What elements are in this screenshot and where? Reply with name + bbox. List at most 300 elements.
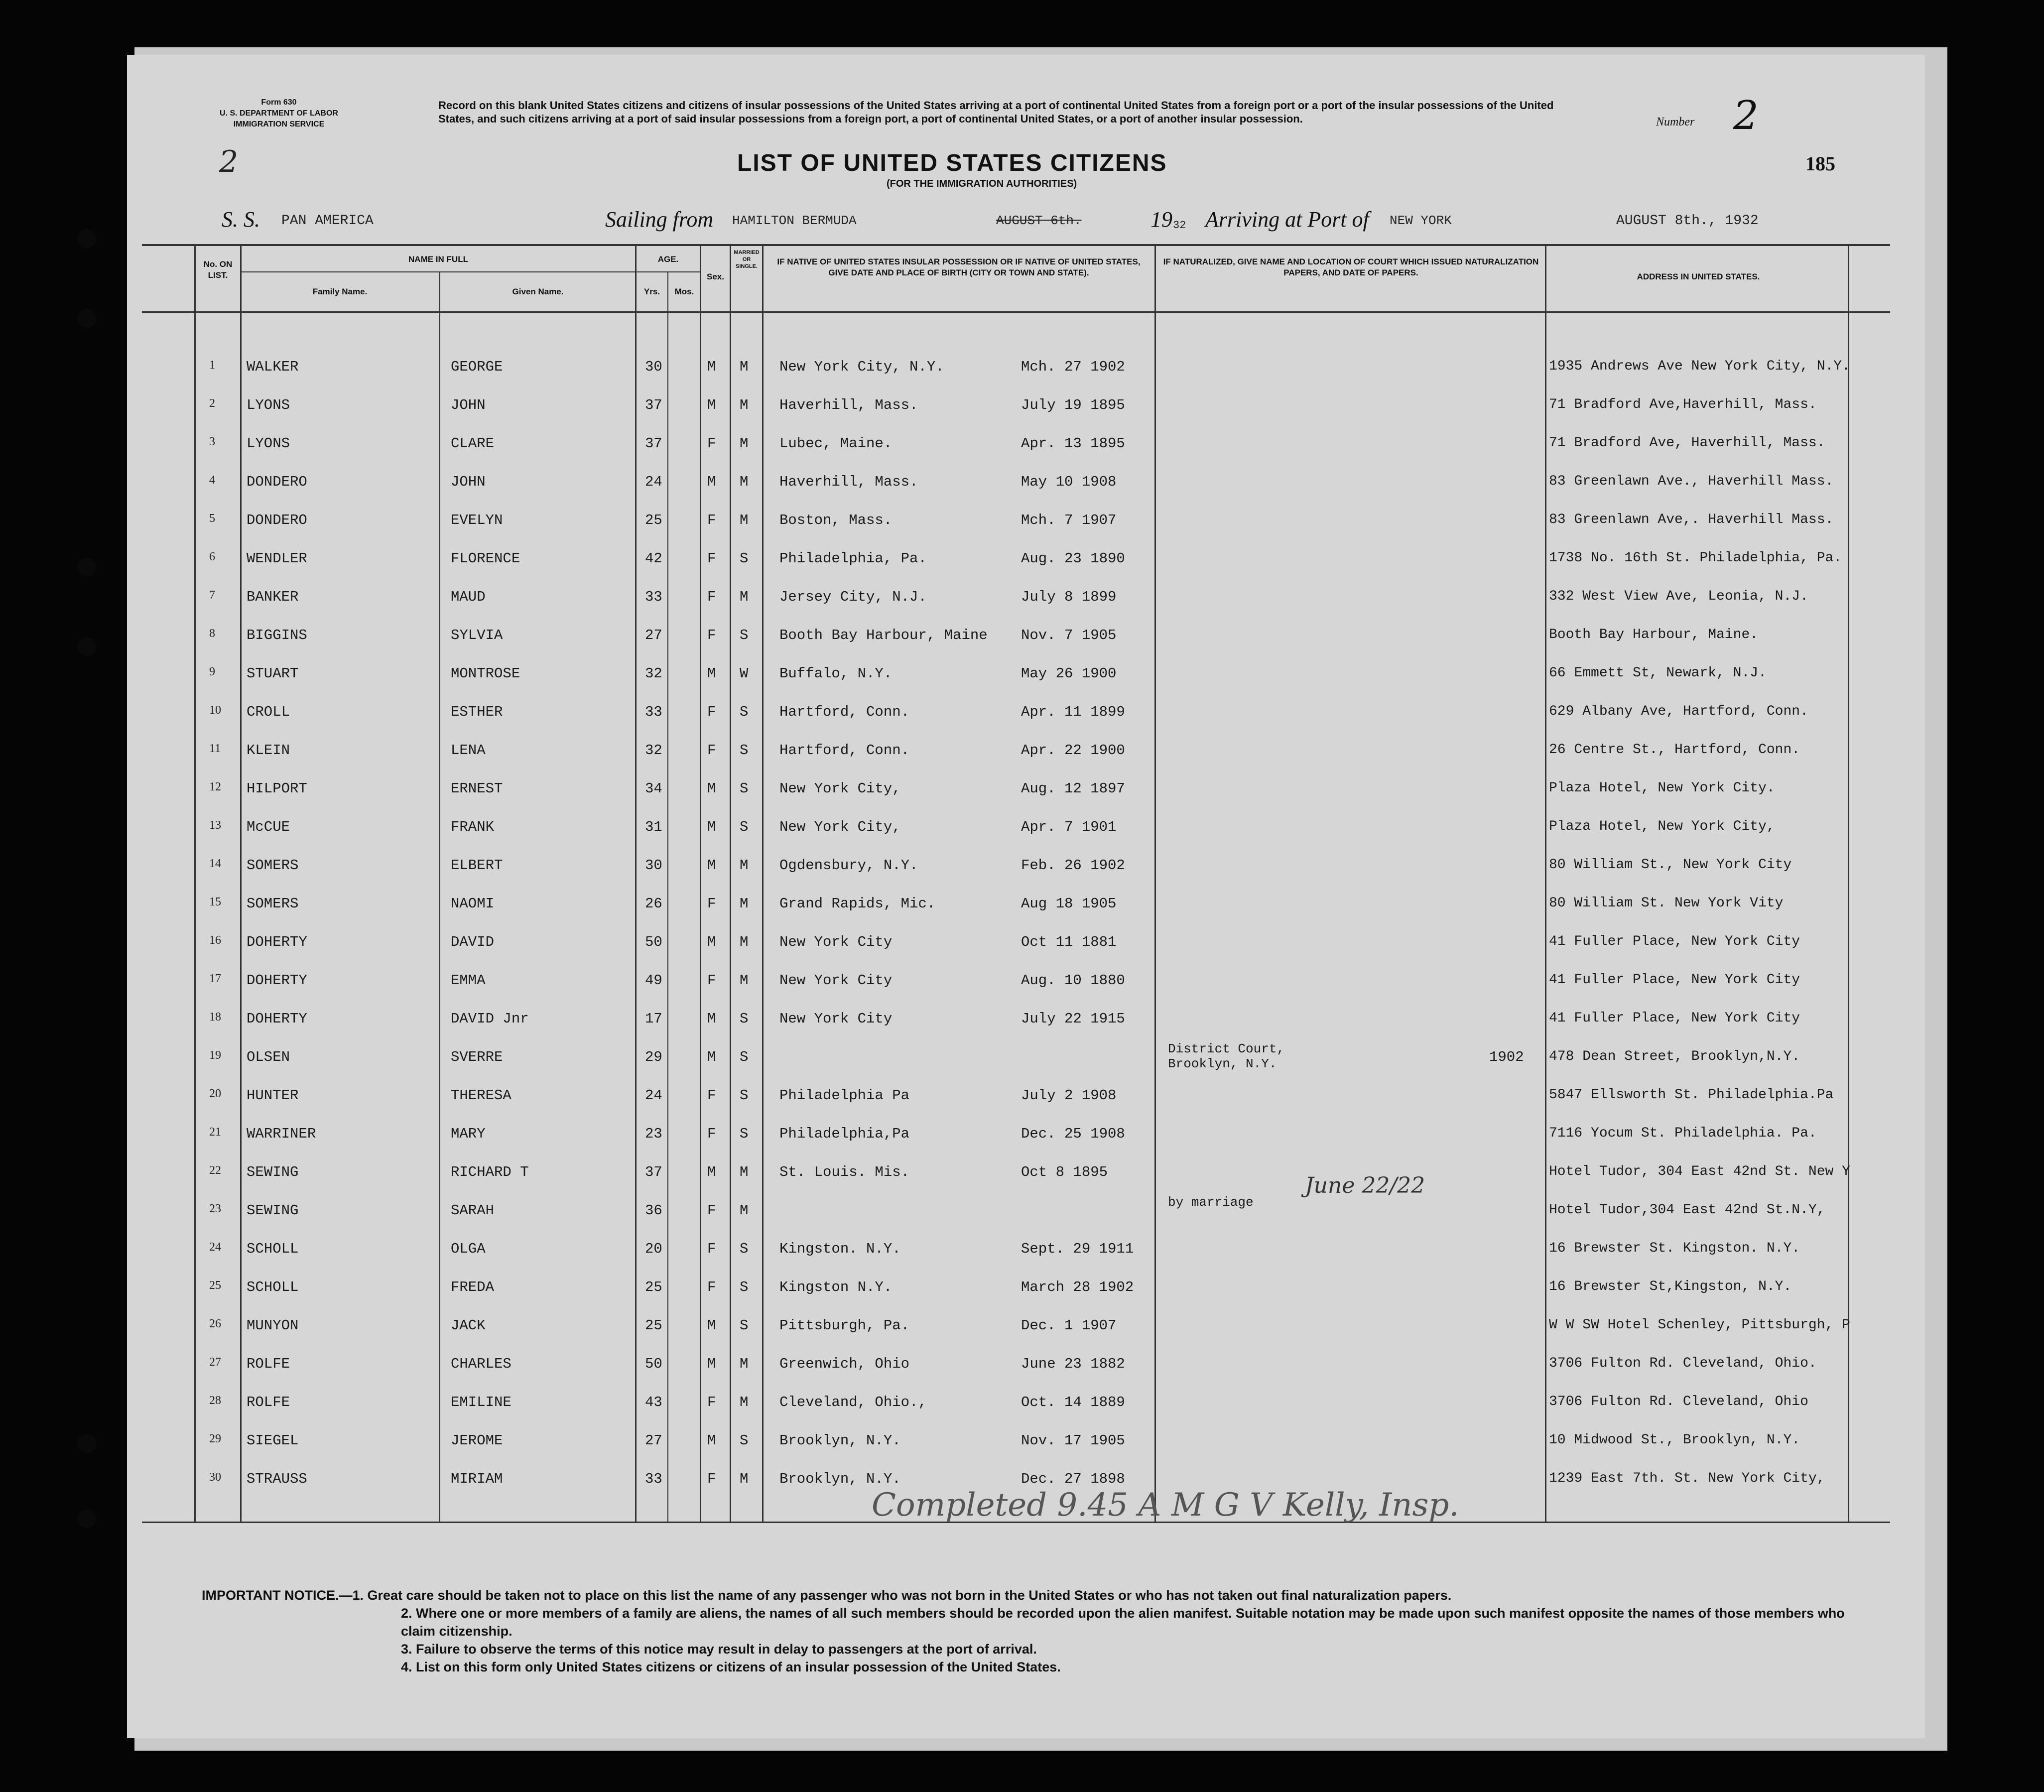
given-name: JOHN: [451, 397, 486, 413]
table-row: [0, 359, 2044, 379]
sex: M: [707, 1317, 716, 1334]
family-name: DONDERO: [247, 512, 307, 528]
table-row: [0, 704, 2044, 724]
table-row: [0, 512, 2044, 532]
birth-place: Buffalo, N.Y.: [779, 665, 893, 682]
header-mos: Mos.: [674, 287, 694, 296]
family-name: LYONS: [247, 435, 290, 452]
given-name: CLARE: [451, 435, 495, 452]
row-number: 12: [209, 780, 221, 793]
birth-place: Pittsburgh, Pa.: [779, 1317, 910, 1334]
notice-item: 1. Great care should be taken not to place on this list the name of any passenger who was not born in the United States or who has not taken out final naturalization papers.: [352, 1588, 1452, 1603]
from-date: AUGUST 6th.: [996, 213, 1082, 228]
birth-place: Grand Rapids, Mic.: [779, 896, 936, 912]
family-name: SCHOLL: [247, 1279, 299, 1295]
address: Hotel Tudor,304 East 42nd St.N.Y,: [1549, 1202, 1825, 1218]
family-name: SCHOLL: [247, 1241, 299, 1257]
row-number: 18: [209, 1011, 221, 1024]
birth-date: Oct 11 1881: [1021, 934, 1117, 950]
birth-date: Aug. 23 1890: [1021, 550, 1125, 567]
address: 16 Brewster St,Kingston, N.Y.: [1549, 1279, 1792, 1294]
birth-place: Jersey City, N.J.: [779, 589, 927, 605]
row-number: 4: [209, 474, 215, 487]
birth-place: Ogdensbury, N.Y.: [779, 857, 918, 874]
birth-date: Aug 18 1905: [1021, 896, 1117, 912]
family-name: ROLFE: [247, 1356, 290, 1372]
marital-status: S: [740, 1279, 749, 1295]
family-name: SEWING: [247, 1202, 299, 1219]
family-name: DOHERTY: [247, 934, 307, 950]
given-name: SVERRE: [451, 1049, 503, 1065]
sailing-label: Sailing from: [605, 207, 714, 232]
given-name: CHARLES: [451, 1356, 511, 1372]
address: 83 Greenlawn Ave,. Haverhill Mass.: [1549, 512, 1834, 527]
marital-status: M: [740, 359, 749, 375]
given-name: MAUD: [451, 589, 486, 605]
row-number: 22: [209, 1164, 221, 1177]
table-row: [0, 934, 2044, 954]
address: 3706 Fulton Rd. Cleveland, Ohio: [1549, 1394, 1808, 1409]
birth-place: Booth Bay Harbour, Maine: [779, 627, 988, 643]
address: 1738 No. 16th St. Philadelphia, Pa.: [1549, 550, 1842, 566]
marital-status: S: [740, 1011, 749, 1027]
table-row: [0, 1126, 2044, 1146]
address: Plaza Hotel, New York City.: [1549, 780, 1775, 796]
birth-place: Boston, Mass.: [779, 512, 893, 528]
notice-item: 3. Failure to observe the terms of this notice may result in delay to passengers at the port of arrival.: [401, 1642, 1037, 1657]
year-prefix: 19: [1150, 207, 1172, 232]
address: 629 Albany Ave, Hartford, Conn.: [1549, 704, 1808, 719]
given-name: MIRIAM: [451, 1471, 503, 1487]
address: 1239 East 7th. St. New York City,: [1549, 1471, 1825, 1486]
address: 3706 Fulton Rd. Cleveland, Ohio.: [1549, 1356, 1817, 1371]
birth-date: Oct. 14 1889: [1021, 1394, 1125, 1410]
marital-status: M: [740, 896, 749, 912]
birth-place: New York City,: [779, 819, 901, 835]
sex: F: [707, 1241, 716, 1257]
birth-date: Apr. 7 1901: [1021, 819, 1117, 835]
birth-place: Hartford, Conn.: [779, 704, 910, 720]
form-id: [179, 97, 379, 130]
header-bottom-rule: [142, 311, 1890, 313]
handwritten-mark: 2: [219, 144, 239, 179]
marital-status: M: [740, 1356, 749, 1372]
page-title: LIST OF UNITED STATES CITIZENS: [737, 150, 1167, 176]
birth-date: March 28 1902: [1021, 1279, 1134, 1295]
family-name: OLSEN: [247, 1049, 290, 1065]
birth-date: Aug. 12 1897: [1021, 780, 1125, 797]
sex: F: [707, 512, 716, 528]
sex: M: [707, 1356, 716, 1372]
table-row: [0, 627, 2044, 647]
marital-status: S: [740, 1049, 749, 1065]
notice-item: 4. List on this form only United States citizens or citizens of an insular possession of the United States.: [401, 1660, 1061, 1674]
birth-date: Mch. 7 1907: [1021, 512, 1117, 528]
birth-date: Nov. 7 1905: [1021, 627, 1117, 643]
row-number: 28: [209, 1394, 221, 1407]
address: 16 Brewster St. Kingston. N.Y.: [1549, 1241, 1800, 1256]
sex: M: [707, 474, 716, 490]
marital-status: S: [740, 1241, 749, 1257]
birth-place: St. Louis. Mis.: [779, 1164, 910, 1180]
row-number: 21: [209, 1126, 221, 1139]
notice-heading: IMPORTANT NOTICE.: [202, 1588, 339, 1603]
marital-status: M: [740, 435, 749, 452]
sex: M: [707, 1011, 716, 1027]
given-name: JOHN: [451, 474, 486, 490]
page-subtitle: (FOR THE IMMIGRATION AUTHORITIES): [887, 178, 1077, 189]
table-row: [0, 742, 2044, 762]
family-name: SOMERS: [247, 857, 299, 874]
family-name: STUART: [247, 665, 299, 682]
marital-status: M: [740, 589, 749, 605]
sex: M: [707, 397, 716, 413]
birth-place: Cleveland, Ohio.,: [779, 1394, 927, 1410]
age-years: 32: [645, 665, 662, 682]
family-name: HUNTER: [247, 1087, 299, 1104]
marital-status: M: [740, 512, 749, 528]
marital-status: M: [740, 857, 749, 874]
address: 5847 Ellsworth St. Philadelphia.Pa: [1549, 1087, 1834, 1103]
row-number: 1: [209, 359, 215, 372]
address: 66 Emmett St, Newark, N.J.: [1549, 665, 1767, 681]
sex: F: [707, 435, 716, 452]
given-name: FLORENCE: [451, 550, 520, 567]
age-years: 23: [645, 1126, 662, 1142]
sex: F: [707, 1202, 716, 1219]
birth-place: Lubec, Maine.: [779, 435, 893, 452]
given-name: MARY: [451, 1126, 486, 1142]
marital-status: M: [740, 474, 749, 490]
punch-hole: [77, 309, 96, 328]
row-number: 25: [209, 1279, 221, 1292]
age-years: 33: [645, 704, 662, 720]
row-number: 6: [209, 550, 215, 563]
sex: F: [707, 589, 716, 605]
birth-date: Apr. 13 1895: [1021, 435, 1125, 452]
birth-place: Brooklyn, N.Y.: [779, 1432, 901, 1449]
marital-status: M: [740, 1394, 749, 1410]
given-name: ELBERT: [451, 857, 503, 874]
given-name: ESTHER: [451, 704, 503, 720]
birth-place: Greenwich, Ohio: [779, 1356, 910, 1372]
birth-place: Kingston N.Y.: [779, 1279, 893, 1295]
table-row: [0, 1011, 2044, 1030]
age-years: 42: [645, 550, 662, 567]
address: Plaza Hotel, New York City,: [1549, 819, 1775, 834]
marital-status: S: [740, 819, 749, 835]
row-number: 20: [209, 1087, 221, 1100]
header-married-single: MARRIED OR SINGLE.: [734, 250, 760, 269]
punch-hole: [77, 1509, 96, 1528]
birth-date: Nov. 17 1905: [1021, 1432, 1125, 1449]
marital-status: S: [740, 780, 749, 797]
sex: M: [707, 1432, 716, 1449]
service: IMMIGRATION SERVICE: [233, 120, 325, 128]
age-years: 49: [645, 972, 662, 989]
age-years: 37: [645, 397, 662, 413]
family-name: STRAUSS: [247, 1471, 307, 1487]
row-number: 3: [209, 435, 215, 448]
age-years: 27: [645, 627, 662, 643]
to-port: NEW YORK: [1390, 213, 1452, 228]
naturalization: District Court, Brooklyn, N.Y.: [1168, 1041, 1285, 1071]
family-name: DOHERTY: [247, 1011, 307, 1027]
family-name: WALKER: [247, 359, 299, 375]
table-row: [0, 435, 2044, 455]
given-name: MONTROSE: [451, 665, 520, 682]
table-row: [0, 550, 2044, 570]
family-name: ROLFE: [247, 1394, 290, 1410]
family-name: HILPORT: [247, 780, 307, 797]
address: 332 West View Ave, Leonia, N.J.: [1549, 589, 1808, 604]
age-years: 37: [645, 1164, 662, 1180]
header-naturalized: IF NATURALIZED, GIVE NAME AND LOCATION OF COURT WHICH ISSUED NATURALIZATION PAPERS, AND DATE OF PAPERS.: [1163, 257, 1539, 277]
sex: M: [707, 780, 716, 797]
table-row: [0, 1041, 2044, 1071]
marital-status: M: [740, 972, 749, 989]
row-number: 14: [209, 857, 221, 870]
naturalization-year: 1902: [1489, 1049, 1524, 1065]
family-name: WENDLER: [247, 550, 307, 567]
given-name: JEROME: [451, 1432, 503, 1449]
address: 83 Greenlawn Ave., Haverhill Mass.: [1549, 474, 1834, 489]
birth-place: Haverhill, Mass.: [779, 474, 918, 490]
address: 80 William St., New York City: [1549, 857, 1792, 873]
marital-status: M: [740, 1471, 749, 1487]
address: W W SW Hotel Schenley, Pittsburgh, P: [1549, 1317, 1850, 1333]
age-years: 34: [645, 780, 662, 797]
address: 1935 Andrews Ave New York City, N.Y.: [1549, 359, 1850, 374]
age-years: 24: [645, 1087, 662, 1104]
sex: F: [707, 742, 716, 759]
address: 26 Centre St., Hartford, Conn.: [1549, 742, 1800, 758]
birth-place: Philadelphia,Pa: [779, 1126, 910, 1142]
table-row: [0, 1195, 2044, 1222]
age-years: 17: [645, 1011, 662, 1027]
given-name: ERNEST: [451, 780, 503, 797]
family-name: MUNYON: [247, 1317, 299, 1334]
family-name: SOMERS: [247, 896, 299, 912]
marital-status: S: [740, 1087, 749, 1104]
birth-place: Brooklyn, N.Y.: [779, 1471, 901, 1487]
year-suffix: 32: [1173, 219, 1186, 232]
punch-hole: [77, 229, 96, 248]
age-years: 36: [645, 1202, 662, 1219]
address: 41 Fuller Place, New York City: [1549, 972, 1800, 988]
age-years: 50: [645, 1356, 662, 1372]
header-birth: IF NATIVE OF UNITED STATES INSULAR POSSESSION OR IF NATIVE OF UNITED STATES, GIVE DATE AND PLACE OF BIRTH (CITY OR TOWN AND STATE).: [777, 257, 1141, 277]
given-name: EMMA: [451, 972, 486, 989]
sex: M: [707, 359, 716, 375]
sex: M: [707, 857, 716, 874]
record-note: Record on this blank United States citizens and citizens of insular possessions of the United States arriving at a port of continental United States from a foreign port or a port of the insular possessions of the United States, and such citizens arriving at a port of said insular possessions from a foreign port, a port of continental United States, or a port of another insular possession.: [438, 99, 1554, 125]
given-name: THERESA: [451, 1087, 511, 1104]
given-name: DAVID Jnr: [451, 1011, 529, 1027]
family-name: CROLL: [247, 704, 290, 720]
sex: M: [707, 665, 716, 682]
marital-status: S: [740, 1432, 749, 1449]
sex: F: [707, 972, 716, 989]
address: Hotel Tudor, 304 East 42nd St. New Y: [1549, 1164, 1850, 1179]
marital-status: M: [740, 934, 749, 950]
address: 71 Bradford Ave, Haverhill, Mass.: [1549, 435, 1825, 451]
given-name: SYLVIA: [451, 627, 503, 643]
table-row: [0, 474, 2044, 494]
age-years: 31: [645, 819, 662, 835]
arrival-date: AUGUST 8th., 1932: [1616, 213, 1759, 229]
arriving-label: Arriving at Port of: [1205, 207, 1369, 232]
header-sex: Sex.: [707, 272, 724, 281]
row-number: 16: [209, 934, 221, 947]
age-years: 25: [645, 512, 662, 528]
birth-date: Aug. 10 1880: [1021, 972, 1125, 989]
birth-date: Apr. 22 1900: [1021, 742, 1125, 759]
family-name: BIGGINS: [247, 627, 307, 643]
address: Booth Bay Harbour, Maine.: [1549, 627, 1759, 642]
birth-place: New York City,: [779, 780, 901, 797]
marital-status: S: [740, 627, 749, 643]
birth-date: Apr. 11 1899: [1021, 704, 1125, 720]
notice-item: 2. Where one or more members of a family are aliens, the names of all such members should be recorded upon the alien manifest. Suitable notation may be made upon such manifest opposite the names of those members who claim citizenship.: [401, 1606, 1845, 1639]
header-name-in-full: NAME IN FULL: [408, 255, 468, 264]
birth-date: Dec. 25 1908: [1021, 1126, 1125, 1142]
address: 41 Fuller Place, New York City: [1549, 934, 1800, 949]
important-notice: IMPORTANT NOTICE.—1. Great care should be taken not to place on this list the name of any passenger who was not born in the United States or who has not taken out final naturalization papers. 2. Where one or more members of a family are aliens, the names of all such members should be recorded upon the alien manifest. Suitable notation may be made upon such manifest opposite the names of those members who claim citizenship. 3. Failure to observe the terms of this notice may result in delay to passengers at the port of arrival. 4. List on this form only United States citizens or citizens of an insular possession of the United States.: [202, 1586, 1845, 1676]
sex: M: [707, 934, 716, 950]
age-years: 26: [645, 896, 662, 912]
row-number: 23: [209, 1202, 221, 1215]
birth-place: Philadelphia Pa: [779, 1087, 910, 1104]
given-name: RICHARD T: [451, 1164, 529, 1180]
row-number: 30: [209, 1471, 221, 1484]
row-number: 17: [209, 972, 221, 985]
sex: F: [707, 1394, 716, 1410]
row-number: 13: [209, 819, 221, 832]
family-name: WARRINER: [247, 1126, 316, 1142]
table-row: [0, 1087, 2044, 1107]
birth-place: New York City: [779, 934, 893, 950]
birth-date: May 10 1908: [1021, 474, 1117, 490]
family-name: KLEIN: [247, 742, 290, 759]
given-name: DAVID: [451, 934, 495, 950]
age-subrule: [635, 271, 701, 272]
row-number: 27: [209, 1356, 221, 1369]
page-number: 185: [1805, 152, 1835, 175]
naturalization: by marriage: [1168, 1195, 1254, 1210]
row-number: 29: [209, 1432, 221, 1445]
department: U. S. DEPARTMENT OF LABOR: [220, 109, 338, 118]
table-row: [0, 1241, 2044, 1261]
birth-date: July 19 1895: [1021, 397, 1125, 413]
from-port: HAMILTON BERMUDA: [732, 213, 857, 228]
birth-date: July 22 1915: [1021, 1011, 1125, 1027]
age-years: 30: [645, 359, 662, 375]
given-name: FREDA: [451, 1279, 495, 1295]
marital-status: W: [740, 665, 749, 682]
form-number: Form 630: [261, 98, 297, 107]
age-years: 32: [645, 742, 662, 759]
table-row: [0, 1164, 2044, 1184]
age-years: 37: [645, 435, 662, 452]
row-number: 7: [209, 589, 215, 602]
sex: F: [707, 1087, 716, 1104]
given-name: EVELYN: [451, 512, 503, 528]
given-name: OLGA: [451, 1241, 486, 1257]
birth-date: Feb. 26 1902: [1021, 857, 1125, 874]
age-years: 33: [645, 589, 662, 605]
address: 10 Midwood St., Brooklyn, N.Y.: [1549, 1432, 1800, 1448]
family-name: SEWING: [247, 1164, 299, 1180]
header-address: ADDRESS IN UNITED STATES.: [1637, 272, 1760, 281]
given-name: EMILINE: [451, 1394, 511, 1410]
age-years: 27: [645, 1432, 662, 1449]
header-age: AGE.: [657, 255, 679, 264]
birth-place: Hartford, Conn.: [779, 742, 910, 759]
birth-date: Sept. 29 1911: [1021, 1241, 1134, 1257]
age-years: 25: [645, 1317, 662, 1334]
age-years: 50: [645, 934, 662, 950]
row-number: 2: [209, 397, 215, 410]
table-row: [0, 972, 2044, 992]
given-name: GEORGE: [451, 359, 503, 375]
birth-date: July 8 1899: [1021, 589, 1117, 605]
age-years: 30: [645, 857, 662, 874]
family-name: BANKER: [247, 589, 299, 605]
row-number: 26: [209, 1317, 221, 1330]
sex: F: [707, 896, 716, 912]
table-row: [0, 857, 2044, 877]
number-value: 2: [1733, 92, 1759, 138]
row-number: 10: [209, 704, 221, 717]
header-yrs: Yrs.: [643, 287, 660, 296]
marital-status: S: [740, 1126, 749, 1142]
address: 478 Dean Street, Brooklyn,N.Y.: [1549, 1049, 1800, 1064]
marital-status: S: [740, 1317, 749, 1334]
table-row: [0, 589, 2044, 609]
family-name: DONDERO: [247, 474, 307, 490]
name-subrule: [240, 271, 636, 272]
family-name: LYONS: [247, 397, 290, 413]
family-name: McCUE: [247, 819, 290, 835]
table-row: [0, 896, 2044, 915]
given-name: LENA: [451, 742, 486, 759]
age-years: 24: [645, 474, 662, 490]
header-family-name: Family Name.: [312, 287, 368, 296]
sex: F: [707, 627, 716, 643]
age-years: 43: [645, 1394, 662, 1410]
ss-label: S. S.: [222, 207, 260, 232]
row-number: 8: [209, 627, 215, 640]
header-no-on-list: No. ON LIST.: [203, 259, 233, 280]
sex: F: [707, 1279, 716, 1295]
table-row: [0, 780, 2044, 800]
marital-status: M: [740, 1202, 749, 1219]
address: 41 Fuller Place, New York City: [1549, 1011, 1800, 1026]
birth-date: Dec. 1 1907: [1021, 1317, 1117, 1334]
table-row: [0, 1279, 2044, 1299]
table-row: [0, 1317, 2044, 1337]
table-row: [0, 819, 2044, 839]
birth-date: Oct 8 1895: [1021, 1164, 1108, 1180]
age-years: 29: [645, 1049, 662, 1065]
sex: F: [707, 704, 716, 720]
sex: M: [707, 1164, 716, 1180]
address: 80 William St. New York Vity: [1549, 896, 1784, 911]
sex: F: [707, 550, 716, 567]
birth-date: Dec. 27 1898: [1021, 1471, 1125, 1487]
birth-date: July 2 1908: [1021, 1087, 1117, 1104]
